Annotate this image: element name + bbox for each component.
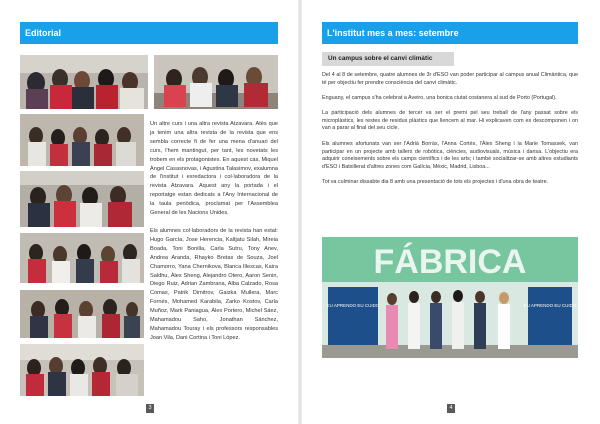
collaborators-paragraph: Els alumnes col·laboradors de la revista han estat: Hugo García, Jose Herencia, Kaltjatu Silah, Mireia Boada, Toni Bonilla, Carla Sutru, Tony Anev, Andrea Aranda, Rhayko Bretas de Souza, Joel Chamorro, Yana Chernikova, Blanca Illescas, Kaira Saldhu, Àlex Sheng, Alejandro Otero, Aaron Senin, Diego Ruiz, Adrian Zambrana, Alba Calzado, Rosa Comas, Patrik Dimitrov, Gaizka Mullera, Marc Fornés, Mohamed Karabila, Zarko Kostov, Carla Muñoz, Mark Paniagua, Àlex Portero, Michel Sáez, Mahamadou Saho, Jonathan Sánchez, Mahamadou Touray i els professors responsables Joan Vila, Dani Cortina i Toni López.: [150, 227, 278, 341]
page-spine: [298, 0, 302, 424]
editorial-text-column: [150, 120, 278, 352]
group-photo-7: [20, 344, 144, 396]
group-photo-4: [20, 171, 144, 227]
article-paragraph-5: Tot va culminar dissabte dia 8 amb una presentació de tots els projectes i d'una obra de teatre.: [322, 179, 549, 185]
group-photo-6: [20, 290, 144, 338]
banner-left-text: EU APRENDO EU CUIDO: [326, 303, 380, 308]
page-number-left: 3: [146, 404, 154, 413]
article-paragraph-2: Enguany, el campus s'ha celebrat a Aveiro, una bonica ciutat costanera al sud de Porto (Portugal).: [322, 95, 557, 101]
group-photo-5: [20, 233, 144, 283]
page-number-right: 4: [447, 404, 455, 413]
editorial-paragraph: Un altre curs i una altra revista Atzavara. Atès que ja tenim una altra revista de la revista que ens sembla correcte fi de fer una mena d'anuari del curs, l'hem mantingut, per tant, les novetats les trobem en els protagonistes. En aquest cas, Miquel Àngel Casasnovas, i Agustina Talasimov, exalumna de l'institut i exredactora i col·laboradora de la revista Atzavara. Aquest any la portada i el reportatge estan dedicats a l'Any Internacional de la taula periòdica, proclamat per l'Assemblea General de les Nacions Unides.: [150, 121, 278, 217]
month-header: L'institut mes a mes: setembre: [322, 22, 578, 44]
group-photo-1: [20, 55, 148, 109]
editorial-header: Editorial: [20, 22, 278, 44]
article-paragraph-1: Del 4 al 8 de setembre, quatre alumnes de 3r d'ESO van poder participar al campus anual Climàntica, que té per objectiu fer prendre consciència del canvi climàtic.: [322, 72, 578, 86]
article-paragraph-3: La participació dels alumnes de tercer va ser el premi pel seu treball de l'any passat sobre els microplàstics, les restes de residus plàstics que llencem al mar. Hi explicaven com es descomponen i on van a parar al final del seu cicle.: [322, 110, 578, 132]
campus-group-photo: [322, 237, 578, 358]
group-photo-3: [20, 114, 144, 166]
banner-right-text: EU APRENDO EU CUIDO: [523, 303, 577, 308]
fabrica-sign-text: FÁBRICA: [373, 243, 527, 281]
group-photo-2: [154, 55, 278, 109]
article-subheading: Un campus sobre el canvi climàtic: [322, 52, 454, 66]
article-paragraph-4: Els alumnes afortunats van ser l'Adrià Borràs, l'Anna Cortés, l'Àlex Sheng i la Marie Tomassek, van participar en un projecte amb tallers de robòtica, ciències, audiovisuals, música i dansa. L'objectiu era adquirir coneixements sobre els camps científics i de les arts; i també socialitzar-se amb altres estudiants d'ESO i Batxillerat d'altres zones com Galícia, Mèxic, Madrid, Lisboa...: [322, 141, 578, 170]
